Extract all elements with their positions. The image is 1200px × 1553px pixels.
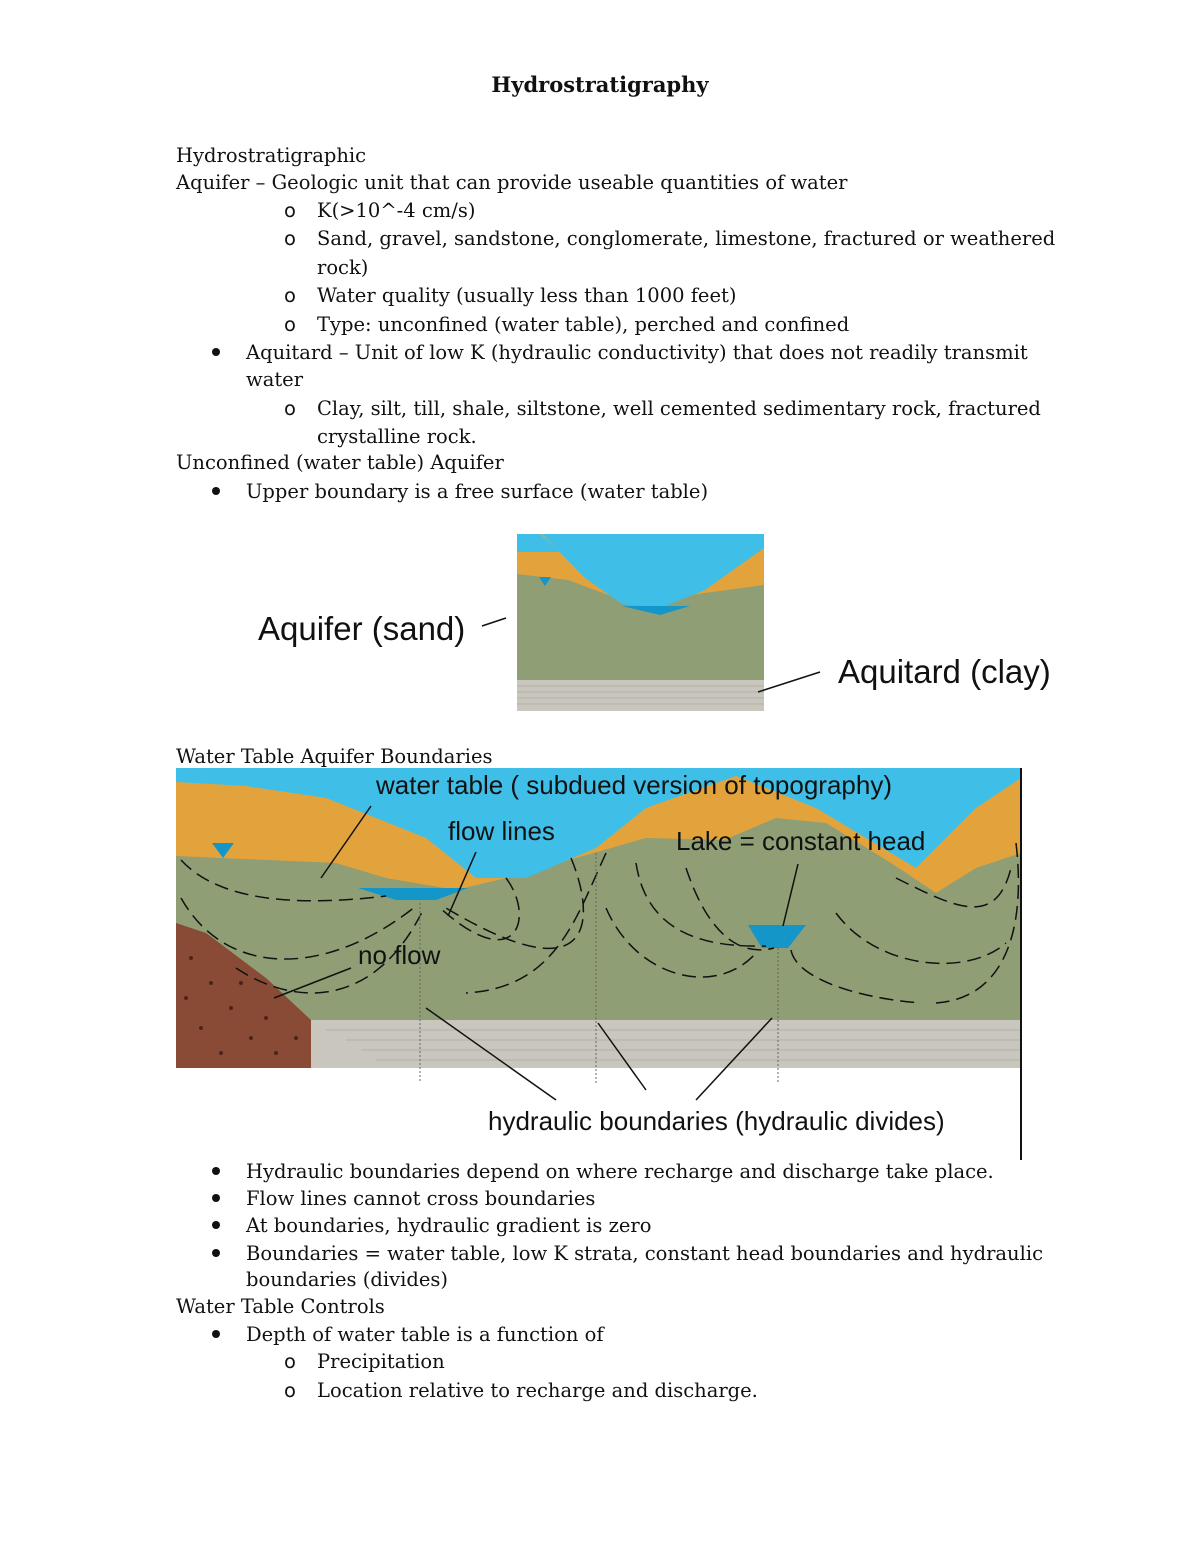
heading-hydrostratigraphic: Hydrostratigraphic: [176, 144, 367, 167]
list-bullet-circle: o: [284, 1350, 296, 1373]
list-item: Precipitation: [317, 1350, 445, 1373]
list-bullet-circle: o: [284, 313, 296, 336]
page-title: Hydrostratigraphy: [491, 72, 709, 97]
list-bullet-dot: [212, 1249, 220, 1257]
list-item: At boundaries, hydraulic gradient is zero: [246, 1214, 652, 1237]
list-item: K(>10^-4 cm/s): [317, 199, 476, 222]
pointer-arrow: [758, 672, 820, 692]
list-item-continuation: crystalline rock.: [317, 425, 477, 448]
list-item: Location relative to recharge and discharge.: [317, 1379, 758, 1402]
list-item: Aquitard – Unit of low K (hydraulic conductivity) that does not readily transmit: [246, 341, 1028, 364]
list-item-continuation: boundaries (divides): [246, 1268, 448, 1291]
list-item: Sand, gravel, sandstone, conglomerate, limestone, fractured or weathered: [317, 227, 1056, 250]
list-bullet-dot: [212, 1221, 220, 1229]
list-item: Upper boundary is a free surface (water table): [246, 480, 709, 503]
list-bullet-circle: o: [284, 199, 296, 222]
list-item-continuation: rock): [317, 256, 369, 279]
label-no-flow: no flow: [358, 940, 441, 970]
label-water-table: water table ( subdued version of topography): [376, 770, 892, 800]
label-flow-lines: flow lines: [448, 816, 555, 846]
list-bullet-dot: [212, 487, 220, 495]
list-bullet-dot: [212, 1330, 220, 1338]
list-bullet-dot: [212, 1167, 220, 1175]
list-item: Clay, silt, till, shale, siltstone, well cemented sedimentary rock, fractured: [317, 397, 1041, 420]
clay-layer: [517, 680, 764, 711]
list-item: Boundaries = water table, low K strata, constant head boundaries and hydraulic: [246, 1242, 1044, 1265]
list-bullet-circle: o: [284, 227, 296, 250]
list-bullet-dot: [212, 348, 220, 356]
list-item: Water quality (usually less than 1000 feet): [317, 284, 737, 307]
heading-boundaries: Water Table Aquifer Boundaries: [176, 745, 493, 768]
list-bullet-circle: o: [284, 284, 296, 307]
list-bullet-circle: o: [284, 1379, 296, 1402]
clay-layer: [311, 1020, 1021, 1068]
list-item: Type: unconfined (water table), perched and confined: [317, 313, 850, 336]
list-bullet-dot: [212, 1194, 220, 1202]
list-item: Hydraulic boundaries depend on where recharge and discharge take place.: [246, 1160, 994, 1183]
heading-controls: Water Table Controls: [176, 1295, 385, 1318]
label-lake: Lake = constant head: [676, 826, 926, 856]
pointer-arrow: [482, 618, 506, 626]
list-bullet-circle: o: [284, 397, 296, 420]
list-item: Flow lines cannot cross boundaries: [246, 1187, 596, 1210]
heading-unconfined: Unconfined (water table) Aquifer: [176, 451, 504, 474]
aquifer-definition: Aquifer – Geologic unit that can provide useable quantities of water: [176, 171, 848, 194]
label-aquitard: Aquitard (clay): [838, 653, 1051, 690]
label-hydraulic: hydraulic boundaries (hydraulic divides): [488, 1106, 945, 1136]
list-item-continuation: water: [246, 368, 304, 391]
list-item: Depth of water table is a function of: [246, 1323, 604, 1346]
label-aquifer: Aquifer (sand): [258, 610, 466, 647]
boundaries-diagram: [176, 768, 1026, 1160]
aquifer-diagram: [250, 530, 1080, 715]
